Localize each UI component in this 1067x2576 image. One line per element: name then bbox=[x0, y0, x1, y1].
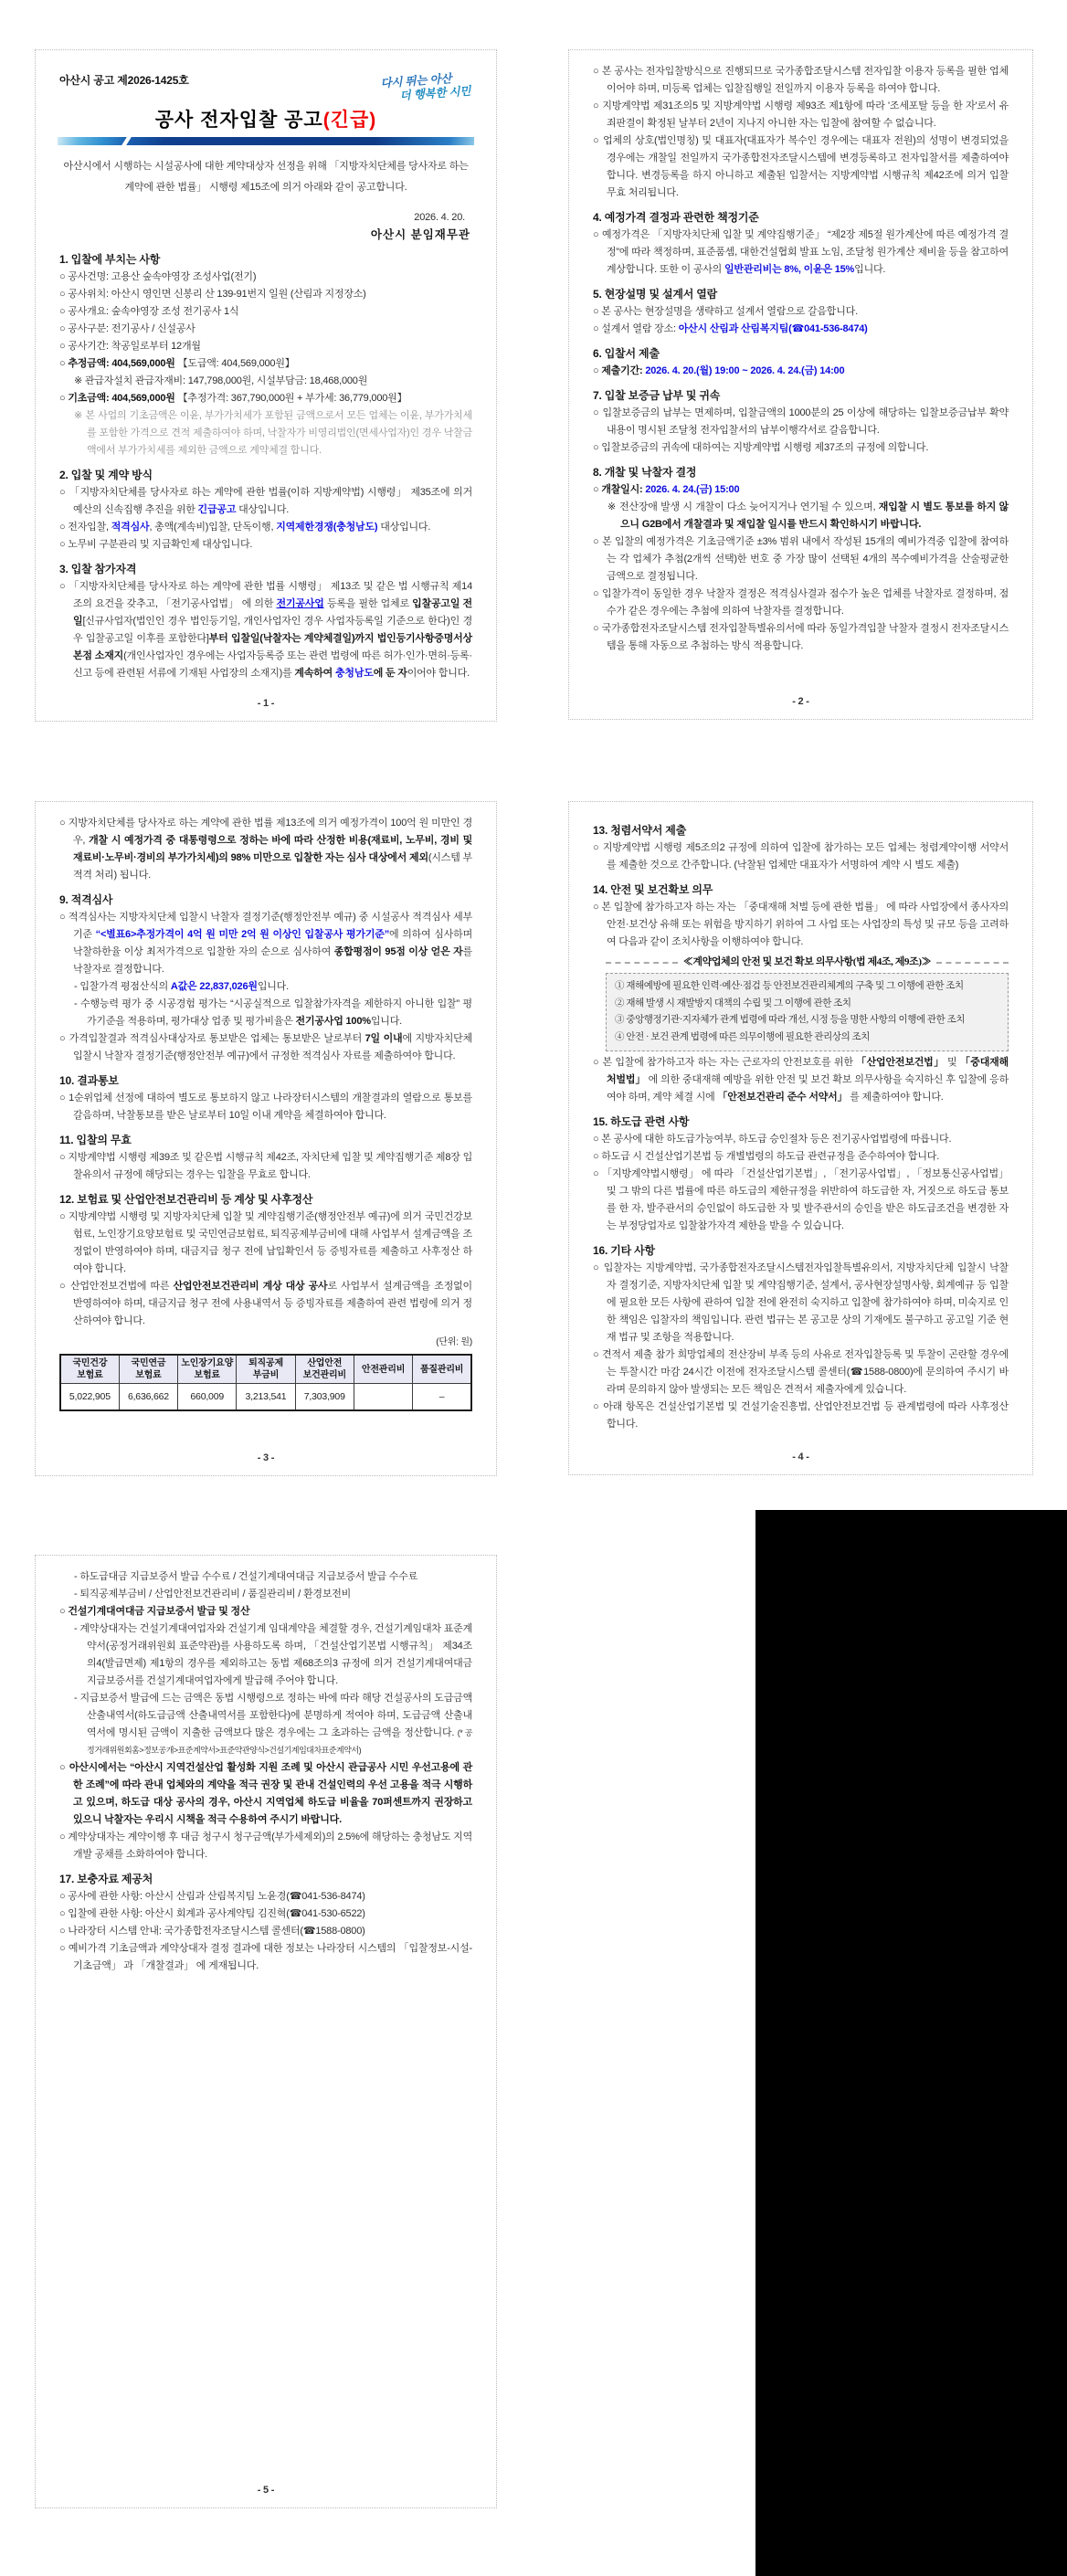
page-3-body bbox=[59, 815, 472, 1411]
paragraph: - 입찰가격 평점산식의 A값은 22,837,026원입니다. bbox=[74, 981, 289, 992]
paragraph: ○ 공사구분: 전기공사 / 신설공사 bbox=[59, 323, 195, 334]
page-2 bbox=[568, 49, 1033, 720]
page-1-body bbox=[59, 156, 472, 682]
paragraph: ○ 예비가격 기초금액과 계약상대자 결정 결과에 대한 정보는 나라장터 시스템의 「입찰정보-시설-기초금액」 과 「개찰결과」 에 게재됩니다. bbox=[59, 1943, 472, 1971]
section-heading: 15. 하도급 관련 사항 bbox=[593, 1115, 690, 1128]
paragraph: ○ 입찰가격이 동일한 경우 낙찰자 결정은 적격심사결과 점수가 높은 업체를 낙찰자로 결정하며, 점수가 같은 경우에는 추첨에 의하여 낙찰자를 결정합니다. bbox=[593, 588, 1009, 617]
announcement-date: 2026. 4. 20. bbox=[414, 212, 465, 223]
column-header: 국민건강 보험료 bbox=[60, 1355, 119, 1384]
section-heading: 14. 안전 및 보건확보 의무 bbox=[593, 883, 713, 896]
column-header: 퇴직공제 부금비 bbox=[237, 1355, 295, 1384]
paragraph: ○ 지방계약법 시행령 제39조 및 같은법 시행규칙 제42조, 자치단체 입찰 및 계약집행기준 제8장 입찰유의서 규정에 해당되는 경우는 입찰을 무효로 합니다. bbox=[59, 1152, 472, 1180]
column-header: 안전관리비 bbox=[354, 1355, 412, 1384]
page-4-body bbox=[593, 822, 1009, 1433]
table-cell: 5,022,905 bbox=[60, 1384, 119, 1411]
paragraph: ○ 입찰보증금의 납부는 면제하며, 입찰금액의 1000분의 25 이상에 해당하는 입찰보증금납부 확약내용이 명시된 조달청 전자입찰서의 납부이행각서로 갈음합니다. bbox=[593, 407, 1009, 436]
table-unit-label: (단위: 원) bbox=[436, 1337, 472, 1347]
safety-box-item: ① 재해예방에 필요한 인력·예산·점검 등 안전보건관리체계의 구축 및 그 이행에 관한 조치 bbox=[615, 981, 964, 991]
page-1-header bbox=[59, 72, 472, 145]
paragraph: ○ 국가종합전자조달시스템 전자입찰특별유의서에 따라 동일가격입찰 낙찰자 결정시 전자조달시스템을 통해 자동으로 추첨하는 방식 적용합니다. bbox=[593, 623, 1009, 651]
section-heading: 16. 기타 사항 bbox=[593, 1244, 655, 1257]
paragraph: ○ 적격심사는 지방자치단체 입찰시 낙찰자 결정기준(행정안전부 예규) 중 시설공사 적격심사 세부기준 “<별표6>추정가격이 4억 원 미만 2억 원 이상인 입찰공사 평가기준”에 의하여 심사하며 낙찰하한율 이상 최저가격으로 입찰한 자의 순으로 심사하여 종합평점이 95점 이상 얻은 자를 낙찰자로 결정합니다. bbox=[59, 912, 473, 975]
paragraph: ○ 업체의 상호(법인명칭) 및 대표자(대표자가 복수인 경우에는 대표자 전원)의 성명이 변경되었을 경우에는 개찰일 전일까지 국가종합전자조달시스템에 변경등록하고 전자입찰서를 제출하여야 합니다. 변경등록을 하지 아니하고 제출된 입찰서는 지방계약법 시행규칙 제42조에 의거 입찰 무효 처리됩니다. bbox=[593, 135, 1009, 198]
page-number-4: - 4 - bbox=[792, 1452, 809, 1462]
section-heading: 11. 입찰의 무효 bbox=[59, 1134, 132, 1146]
page-5 bbox=[35, 1555, 497, 2508]
slogan-line-2: 더 행복한 시민 bbox=[399, 84, 471, 102]
paragraph: ○ 설계서 열람 장소: 아산시 산림과 산림복지팀(☎041-536-8474) bbox=[593, 323, 868, 334]
page-4 bbox=[568, 801, 1033, 1475]
paragraph: ○ 산업안전보건법에 따른 산업안전보건관리비 계상 대상 공사로 사업부서 설계금액을 조정없이 반영하여야 하며, 대금지급 청구 전에 사용내역서 등 증빙자료를 제출하여 관련 법령에 의거 정산하여야 합니다. bbox=[59, 1281, 472, 1326]
section-heading: 8. 개찰 및 낙찰자 결정 bbox=[593, 466, 697, 479]
paragraph: ○ 나라장터 시스템 안내: 국가종합전자조달시스템 콜센터(☎1588-0800) bbox=[59, 1926, 365, 1937]
paragraph: ○ 지방계약법 시행령 및 지방자치단체 입찰 및 계약집행기준(행정안전부 예규)에 의거 국민건강보험료, 노인장기요양보험료 및 국민연금보험료, 퇴직공제부금비에 대해 사업부서 설계금액을 조정없이 반영하여야 하며, 대금지급 청구 전에 납입확인서 등 증빙자료를 제출하고 사후정산 하여야 합니다. bbox=[59, 1211, 472, 1274]
safety-box-item: ④ 안전 · 보건 관계 법령에 따른 의무이행에 필요한 관리상의 조치 bbox=[615, 1031, 871, 1042]
paragraph: ○ 본 공사는 전자입찰방식으로 진행되므로 국가종합조달시스템 전자입찰 이용자 등록을 필한 업체이어야 하며, 미등록 업체는 입찰집행일 전일까지 이용자 등록을 하여야 합니다. bbox=[593, 66, 1009, 94]
paragraph: ○ 입찰자는 지방계약법, 국가종합전자조달시스템전자입찰특별유의서, 지방자치단체 입찰시 낙찰자 결정기준, 지방자치단체 입찰 및 계약집행기준, 설계서, 공사현장설명사항, 회계예규 등 입찰에 필요한 모든 사항에 관하여 입찰 전에 완전히 숙지하고 입찰에 참가하여야 하며, 미숙지로 인한 책임은 입찰자의 책임입니다. 관련 법규는 본 공고문 상의 기재에도 불구하고 공고일 기준 현재 법규 및 조항을 적용합니다. bbox=[593, 1262, 1009, 1343]
paragraph: ○ 추정금액: 404,569,000원 【도급액: 404,569,000원】 bbox=[59, 358, 295, 369]
page-1 bbox=[35, 49, 497, 722]
signing-authority: 아산시 분임재무관 bbox=[370, 228, 470, 241]
page-number-2: - 2 - bbox=[792, 696, 809, 707]
page-number-5: - 5 - bbox=[257, 2485, 275, 2496]
paragraph: ○ 기초금액: 404,569,000원 【추정가격: 367,790,000원 + 부가세: 36,779,000원】 bbox=[59, 393, 407, 404]
paragraph: ○ 본 입찰에 참가하고자 하는 자는 근로자의 안전보호를 위한 「산업안전보건법」 및 「중대재해처벌법」 에 의한 중대재해 예방을 위한 안전 및 보건 확보 의무사항을 숙지하신 후 입찰에 응하여야 하며, 계약 체결 시에 「안전보건관리 준수 서약서」 를 제출하여야 합니다. bbox=[593, 1057, 1009, 1103]
safety-box-title: ≪계약업체의 안전 및 보건 확보 의무사항(법 제4조, 제9조)≫ bbox=[682, 956, 932, 967]
dash-line bbox=[936, 962, 1009, 964]
section-heading: 2. 입찰 및 계약 방식 bbox=[59, 469, 153, 481]
paragraph: - 수행능력 평가 중 시공경험 평가는 “시공실적으로 입찰참가자격을 제한하지 아니한 입찰” 평가기준을 적용하며, 평가대상 업종 및 평가비율은 전기공사업 100%입니다. bbox=[74, 998, 472, 1027]
paragraph: ○ 본 입찰의 예정가격은 기초금액기준 ±3% 범위 내에서 작성된 15개의 예비가격중 입찰에 참여하는 각 업체가 추첨(2개씩 선택)한 번호 중 가장 많이 선택된 4개의 복수예비가격을 산술평균한 금액으로 결정됩니다. bbox=[593, 536, 1009, 582]
section-heading: 4. 예정가격 결정과 관련한 책정기준 bbox=[593, 211, 759, 224]
paragraph: ○ 본 공사에 대한 하도급가능여부, 하도급 승인절차 등은 전기공사업법령에 따릅니다. bbox=[593, 1134, 952, 1145]
safety-box-item: ② 재해 발생 시 재발방지 대책의 수립 및 그 이행에 관한 조치 bbox=[615, 998, 851, 1008]
column-header: 노인장기요양 보험료 bbox=[178, 1355, 237, 1384]
paragraph: - 계약상대자는 건설기계대여업자와 건설기계 임대계약을 체결할 경우, 건설기계임대차 표준계약서(공정거래위원회 표준약관)를 사용하도록 하며, 「건설산업기본법 시행규칙」 제34조의4(발급면제) 제1항의 경우를 제외하고는 동법 제68조의3 규정에 의거 건설기계대여대금 지급보증서를 건설기계대여업자에게 발급해 주어야 합니다. bbox=[74, 1623, 472, 1686]
asan-city-slogan-logo bbox=[380, 71, 471, 105]
paragraph: ○ 1순위업체 선정에 대하여 별도로 통보하지 않고 나라장터시스템의 개찰결과의 열람으로 통보를 갈음하며, 낙찰통보를 받은 날로부터 10일 이내 계약을 체결하여야 합니다. bbox=[59, 1093, 472, 1121]
page-number-3: - 3 - bbox=[257, 1452, 275, 1463]
paragraph: ○ 개찰일시: 2026. 4. 24.(금) 15:00 bbox=[593, 484, 740, 495]
paragraph: - 퇴직공제부금비 / 산업안전보건관리비 / 품질관리비 / 환경보전비 bbox=[74, 1589, 352, 1599]
section-heading: 13. 청렴서약서 제출 bbox=[593, 824, 687, 837]
column-header: 국민연금 보험료 bbox=[119, 1355, 177, 1384]
paragraph: ○ 아래 항목은 건설산업기본법 및 건설기술진흥법, 산업안전보건법 등 관계법령에 따라 사후정산 합니다. bbox=[593, 1401, 1009, 1430]
paragraph: ○ 공사개요: 숲속야영장 조성 전기공사 1식 bbox=[59, 306, 239, 317]
table-header bbox=[60, 1355, 471, 1384]
column-header: 품질관리비 bbox=[413, 1355, 471, 1384]
section-heading: 3. 입찰 참가자격 bbox=[59, 563, 137, 575]
slogan-line-1: 다시 뛰는 아산 bbox=[380, 72, 452, 90]
section-heading: 5. 현장설명 및 설계서 열람 bbox=[593, 288, 718, 301]
paragraph: - 하도급대금 지급보증서 발급 수수료 / 건설기계대여대금 지급보증서 발급 수수료 bbox=[74, 1571, 418, 1582]
section-heading: 17. 보충자료 제공처 bbox=[59, 1873, 153, 1885]
section-heading: 6. 입찰서 제출 bbox=[593, 347, 660, 360]
page-2-body bbox=[593, 63, 1009, 655]
cost-settlement-table bbox=[59, 1354, 472, 1411]
paragraph: ○ 지방계약법 제31조의5 및 지방계약법 시행령 제93조 제1항에 따라 '조세포탈 등을 한 자'로서 유죄판결이 확정된 날부터 2년이 지나지 아니한 자는 입찰에 참여할 수 없습니다. bbox=[593, 100, 1009, 129]
table-body bbox=[60, 1384, 471, 1411]
paragraph: ※ 전산장애 발생 시 개찰이 다소 늦어지거나 연기될 수 있으며, 재입찰 시 별도 통보를 하지 않으니 G2B에서 개찰결과 및 재입찰 일시를 반드시 확인하시기 바랍니다. bbox=[607, 501, 1009, 530]
title-underline-bar bbox=[58, 137, 474, 145]
table-cell bbox=[354, 1384, 412, 1411]
table-cell: 7,303,909 bbox=[295, 1384, 354, 1411]
paragraph: - 지급보증서 발급에 드는 금액은 동법 시행령으로 정하는 바에 따라 해당 건설공사의 도급금액 산출내역서(하도급금액 산출내역서를 포함한다)에 분명하게 적여야 하며, 도급금액 산출내역서에 명시된 금액이 지출한 금액보다 많은 경우에는 그 초과하는 금액을 정산합니다. (* 공정거래위원회홈>정보공개>표준계약서>표준약관양식>건설기계임대차표준계약서) bbox=[74, 1693, 472, 1755]
safety-box-title-row bbox=[606, 954, 1009, 971]
paragraph: ○ 「지방자치단체를 당사자로 하는 계약에 관한 법률 시행령」 제13조 및 같은 법 시행규칙 제14조의 요건을 갖추고, 「전기공사업법」 에 의한 전기공사업 등록을 필한 업체로 입찰공고일 전일[신규사업자(법인인 경우 법인등기일, 개인사업자인 경우 사업자등록일 기준으로 한다)인 경우 입찰공고일 이후를 포함한다]부터 입찰일(낙찰자는 계약체결일)까지 법인등기사항증명서상 본점 소재지(개인사업자인 경우에는 사업자등록증 또는 관련 법령에 따른 허가·인가·면허·등록·신고 등에 관련된 서류에 기재된 사업장의 소재지)를 계속하여 충청남도에 둔 자이어야 합니다. bbox=[59, 581, 472, 679]
table-cell: 3,213,541 bbox=[237, 1384, 295, 1411]
page-number-1: - 1 - bbox=[257, 698, 275, 709]
paragraph: ○ 공사건명: 고용산 숲속야영장 조성사업(전기) bbox=[59, 271, 257, 282]
paragraph: ○ 가격입찰결과 적격심사대상자로 통보받은 업체는 통보받은 날로부터 7일 이내에 지방자치단체 입찰시 낙찰자 결정기준(행정안전부 예규)에서 규정한 적격심사 자료를 제출하여야 합니다. bbox=[59, 1033, 473, 1061]
document-title-main: 공사 전자입찰 공고 bbox=[154, 110, 323, 131]
table-cell: 6,636,662 bbox=[119, 1384, 177, 1411]
paragraph: ○ 지방자치단체를 당사자로 하는 계약에 관한 법률 제13조에 의거 예정가격이 100억 원 미만인 경우, 개찰 시 예정가격 중 대통령령으로 정하는 바에 따라 산정한 비용(재료비, 노무비, 경비 및 재료비·노무비·경비의 부가가치세)의 98% 미만으로 입찰한 자는 심사 대상에서 제외(시스템 부적격 처리) 됩니다. bbox=[59, 818, 473, 881]
paragraph: ○ 노무비 구분관리 및 지급확인제 대상입니다. bbox=[59, 539, 253, 550]
table-cell: 660,009 bbox=[178, 1384, 237, 1411]
paragraph: ○ 건설기계대여대금 지급보증서 발급 및 정산 bbox=[59, 1606, 250, 1617]
paragraph: ○ 「지방계약법시행령」 에 따라 「건설산업기본법」, 「전기공사업법」, 「정보통신공사업법」 및 그 밖의 다른 법률에 따른 하도급의 제한규정을 위반하여 하도급한 자, 거짓으로 하도급 통보를 한 자, 발주관서의 승인없이 하도급한 자 및 발주관서의 승인을 받은 하도급조건을 변경한 자는 부정당업자로 입찰참가자격 제한을 받을 수 있습니다. bbox=[593, 1168, 1009, 1231]
column-header: 산업안전 보건관리비 bbox=[295, 1355, 354, 1384]
paragraph: ○ 공사에 관한 사항: 아산시 산림과 산림복지팀 노윤경(☎041-536-8474) bbox=[59, 1891, 365, 1902]
urgent-label: (긴급) bbox=[322, 110, 377, 131]
section-heading: 1. 입찰에 부치는 사항 bbox=[59, 253, 161, 266]
page-5-body bbox=[59, 1568, 472, 1975]
notice-number: 아산시 공고 제2026-1425호 bbox=[59, 74, 189, 87]
paragraph: ○ 공사기간: 착공일로부터 12개월 bbox=[59, 341, 201, 352]
table-header-row bbox=[60, 1355, 471, 1384]
section-heading: 12. 보험료 및 산업안전보건관리비 등 계상 및 사후정산 bbox=[59, 1193, 313, 1206]
paragraph: ○ 하도급 시 건설산업기본법 등 개별법령의 하도급 관련규정을 준수하여야 합니다. bbox=[593, 1151, 940, 1162]
section-heading: 10. 결과통보 bbox=[59, 1074, 119, 1087]
section-heading: 7. 입찰 보증금 납부 및 귀속 bbox=[593, 389, 721, 402]
paragraph: ○ 지방계약법 시행령 제5조의2 규정에 의하여 입찰에 참가하는 모든 업체는 청렴계약이행 서약서를 제출한 것으로 간주합니다. (낙찰된 업체만 대표자가 서명하여 계약 시 별도 제출) bbox=[593, 842, 1009, 871]
intro-paragraph: 아산시에서 시행하는 시설공사에 대한 계약대상자 선정을 위해 「지방자치단체를 당사자로 하는 계약에 관한 법률」 시행령 제15조에 의거 아래와 같이 공고합니다. bbox=[63, 161, 469, 193]
safety-box-item: ③ 중앙행정기관·지자체가 관계 법령에 따라 개선, 시정 등을 명한 사항의 이행에 관한 조치 bbox=[615, 1015, 966, 1025]
paragraph: ○ 입찰보증금의 귀속에 대하여는 지방계약법 시행령 제37조의 규정에 의합니다. bbox=[593, 442, 929, 453]
paragraph: ○ 예정가격은 「지방자치단체 입찰 및 계약집행기준」 “제2장 제5절 원가계산에 따른 예정가격 결정”에 따라 책정하며, 표준품셈, 대한건설협회 발표 노임, 조달청 원가계산 제비율 등을 참고하여 계상합니다. 또한 이 공사의 일반관리비는 8%, 이윤은 15%입니다. bbox=[593, 229, 1009, 275]
paragraph: ○ 「지방자치단체를 당사자로 하는 계약에 관한 법률(이하 지방계약법) 시행령」 제35조에 의거 예산의 신속집행 추진을 위한 긴급공고 대상입니다. bbox=[59, 487, 472, 515]
redaction-black-box bbox=[755, 1510, 1067, 2576]
paragraph: ○ 본 공사는 현장설명을 생략하고 설계서 열람으로 갈음합니다. bbox=[593, 306, 858, 317]
paragraph: ※ 관급자설치 관급자재비: 147,798,000원, 시설부담금: 18,468,000원 bbox=[74, 375, 368, 386]
paragraph: ○ 공사위치: 아산시 영인면 신봉리 산 139-91번지 일원 (산림과 지정장소) bbox=[59, 289, 366, 300]
page-3 bbox=[35, 801, 497, 1476]
paragraph: ○ 제출기간: 2026. 4. 20.(월) 19:00 ~ 2026. 4. 24.(금) 14:00 bbox=[593, 365, 845, 376]
paragraph: ○ 계약상대자는 계약이행 후 대금 청구시 청구금액(부가세제외)의 2.5%에 해당하는 충청남도 지역개발 공채를 소화하여야 합니다. bbox=[59, 1832, 472, 1860]
safety-obligation-box bbox=[606, 954, 1009, 1051]
table-row bbox=[60, 1384, 471, 1411]
safety-box-items bbox=[606, 973, 1009, 1051]
document-title bbox=[59, 111, 472, 129]
section-heading: 9. 적격심사 bbox=[59, 893, 113, 906]
dash-line bbox=[606, 962, 678, 964]
paragraph: ○ 입찰에 관한 사항: 아산시 회계과 공사계약팀 김진혁(☎041-530-6522) bbox=[59, 1908, 365, 1919]
paragraph: ※ 본 사업의 기초금액은 이윤, 부가가치세가 포함된 금액으로서 모든 업체는 이윤, 부가가치세를 포함한 가격으로 견적 제출하여야 하며, 낙찰자가 비영리법인(면세사업자)인 경우 낙찰금액에서 부가가치세를 제외한 금액으로 계약체결 합니다. bbox=[74, 410, 472, 456]
paragraph: ○ 아산시에서는 “아산시 지역건설산업 활성화 지원 조례 및 아산시 관급공사 시민 우선고용에 관한 조례”에 따라 관내 업체와의 계약을 적극 권장 및 관내 건설인력의 우선 고용을 적극 시행하고 있으며, 하도급 대상 공사의 경우, 아산시 지역업체 하도급 비율을 70퍼센트까지 권장하고 있으니 낙찰자는 우리시 시책을 적극 수용하여 주시기 바랍니다. bbox=[59, 1762, 472, 1825]
table-cell: – bbox=[413, 1384, 471, 1411]
paragraph: ○ 견적서 제출 참가 희망업체의 전산장비 부족 등의 사유로 전자입찰등록 및 투찰이 곤란할 경우에는 투찰시간 마감 24시간 이전에 전자조달시스템 콜센터(☎1588-0800)에 문의하여 주시기 바라며 문의하지 않아 발생되는 모든 책임은 견적서 제출자에게 있습니다. bbox=[593, 1349, 1009, 1395]
paragraph: ○ 본 입찰에 참가하고자 하는 자는 「중대재해 처벌 등에 관한 법률」 에 따라 사업장에서 종사자의 안전·보건상 유해 또는 위험을 방지하기 위하여 그 사업 또는 사업장의 특성 및 규모 등을 고려하여 다음과 같이 조치사항을 이행하여야 합니다. bbox=[593, 902, 1009, 947]
paragraph: ○ 전자입찰, 적격심사, 총액(계속비)입찰, 단독이행, 지역제한경쟁(충청남도) 대상입니다. bbox=[59, 522, 431, 533]
